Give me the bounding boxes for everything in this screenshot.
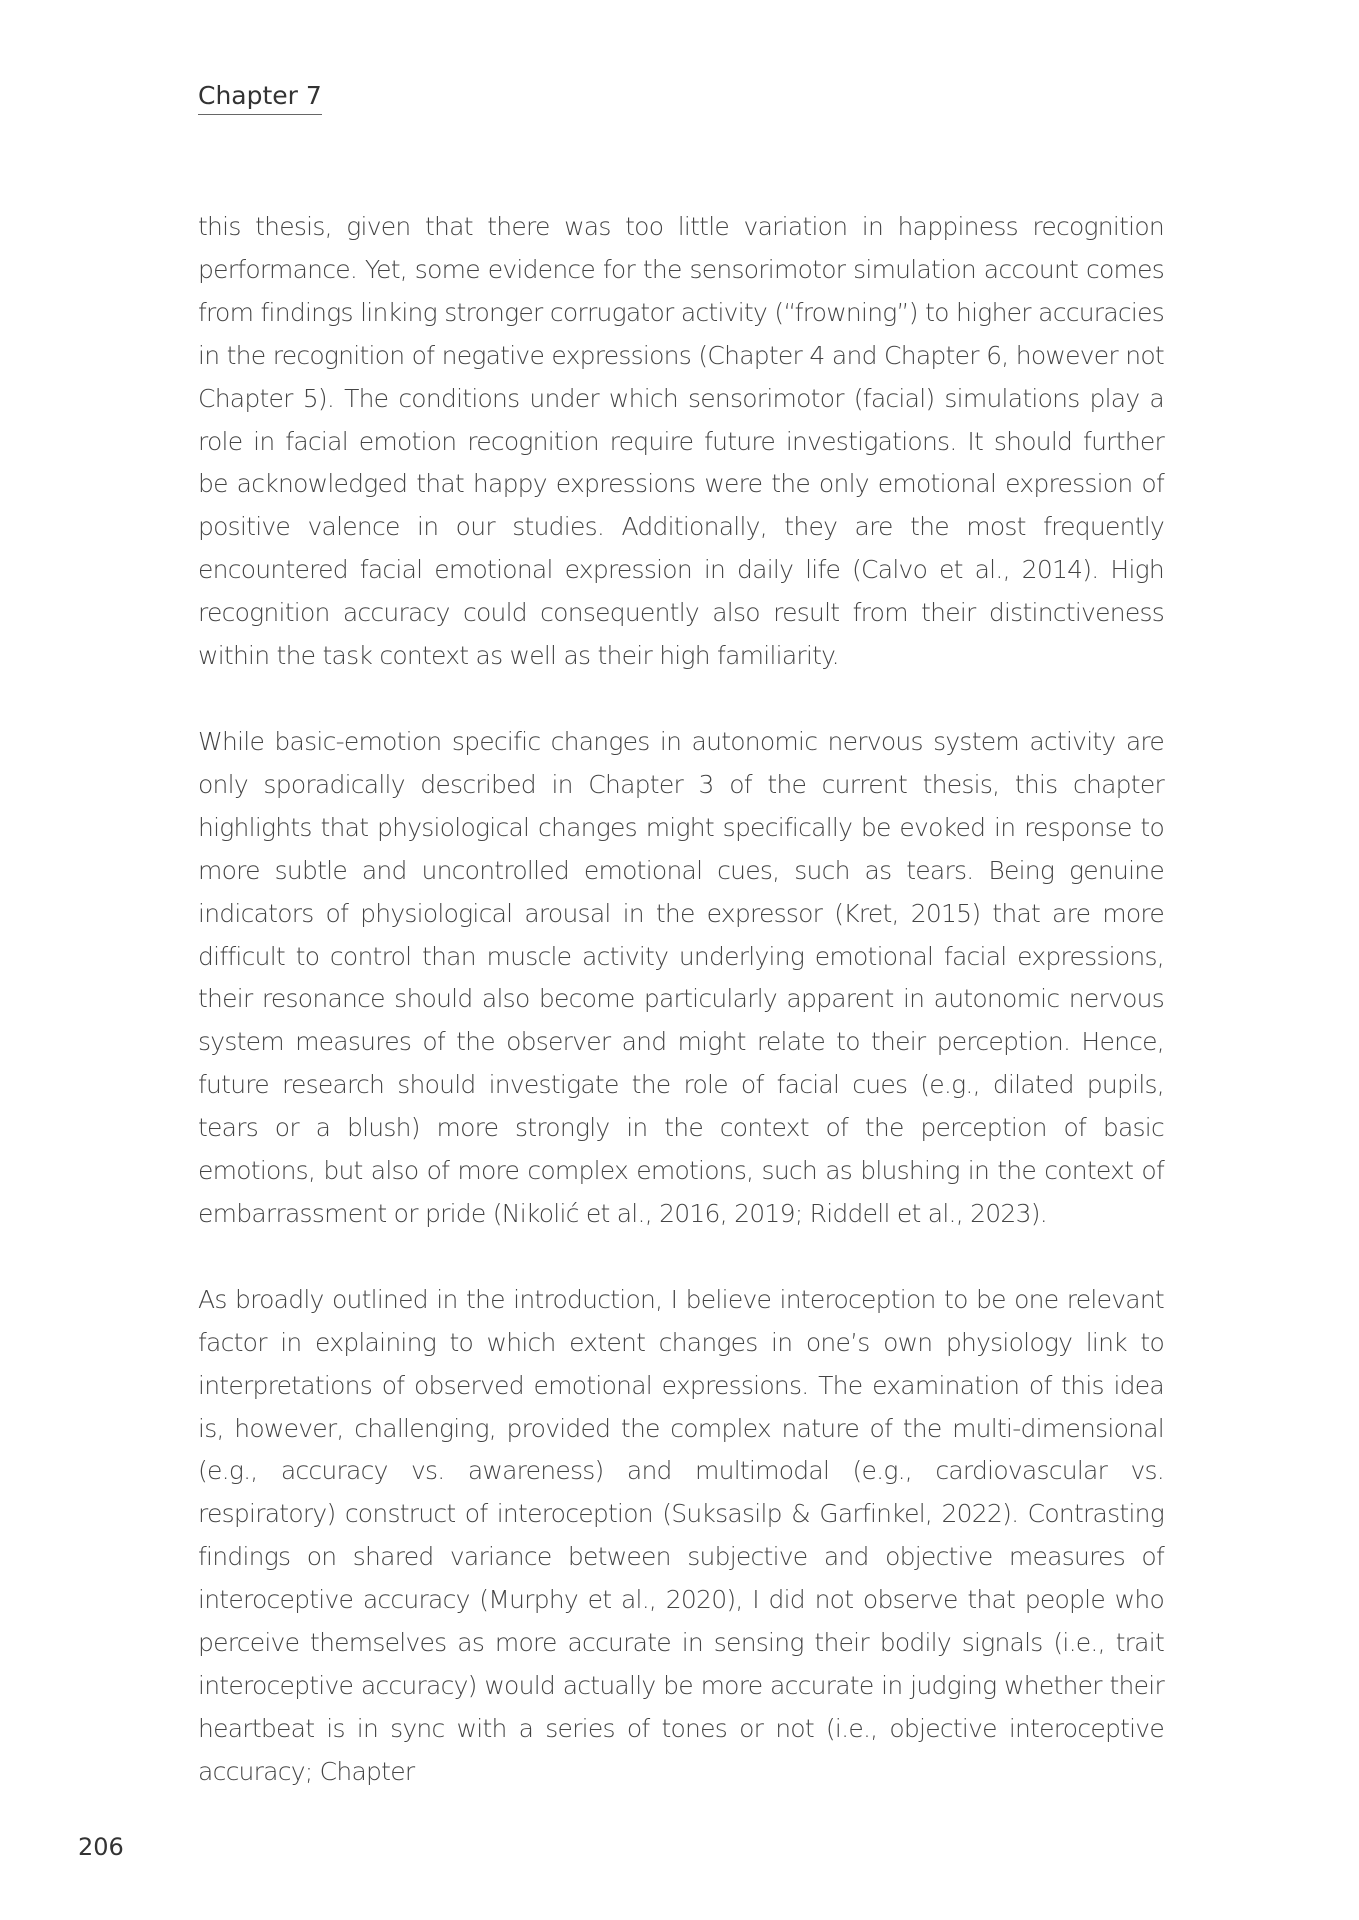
paragraph-sensorimotor-simulation: this thesis, given that there was too little variation in happiness recognition performance. Yet, some evidence for the sensorimotor simulation account comes from findings linking stronger corrugator activity (“frowning”) to higher accuracies in the recognition of negative expressions (Chapter 4 and Chapter 6, however not Chapter 5). The conditions under which sensorimotor (facial) simulations play a role in facial emotion recognition require future investigations. It should further be acknowledged that happy expressions were the only emotional expression of positive valence in our studies. Additionally, they are the most frequently encountered facial emotional expression in daily life (Calvo et al., 2014). High recognition accuracy could consequently also result from their distinctiveness within the task context as well as their high familiarity. [198,212,1164,671]
paragraph-autonomic-nervous-system: While basic-emotion specific changes in autonomic nervous system activity are only sporadically described in Chapter 3 of the current thesis, this chapter highlights that physiological changes might specifically be evoked in response to more subtle and uncontrolled emotional cues, such as tears. Being genuine indicators of physiological arousal in the expressor (Kret, 2015) that are more difficult to control than muscle activity underlying emotional facial expressions, their resonance should also become particularly apparent in autonomic nervous system measures of the observer and might relate to their perception. Hence, future research should investigate the role of facial cues (e.g., dilated pupils, tears or a blush) more strongly in the context of the perception of basic emotions, but also of more complex emotions, such as blushing in the context of embarrassment or pride (Nikolić et al., 2016, 2019; Riddell et al., 2023). [198,726,1164,1228]
page-number: 206 [78,1833,124,1861]
running-header-chapter: Chapter 7 [198,80,322,115]
body-text [198,206,1164,1837]
paragraph-interoception: As broadly outlined in the introduction, I believe interoception to be one relevant factor in explaining to which extent changes in one’s own physiology link to interpretations of observed emotional expressions. The examination of this idea is, however, challenging, provided the complex nature of the multi-dimensional (e.g., accuracy vs. awareness) and multimodal (e.g., cardiovascular vs. respiratory) construct of interoception (Suksasilp & Garfinkel, 2022). Contrasting findings on shared variance between subjective and objective measures of interoceptive accuracy (Murphy et al., 2020), I did not observe that people who perceive themselves as more accurate in sensing their bodily signals (i.e., trait interoceptive accuracy) would actually be more accurate in judging whether their heartbeat is in sync with a series of tones or not (i.e., objective interoceptive accuracy; Chapter [198,1284,1164,1786]
